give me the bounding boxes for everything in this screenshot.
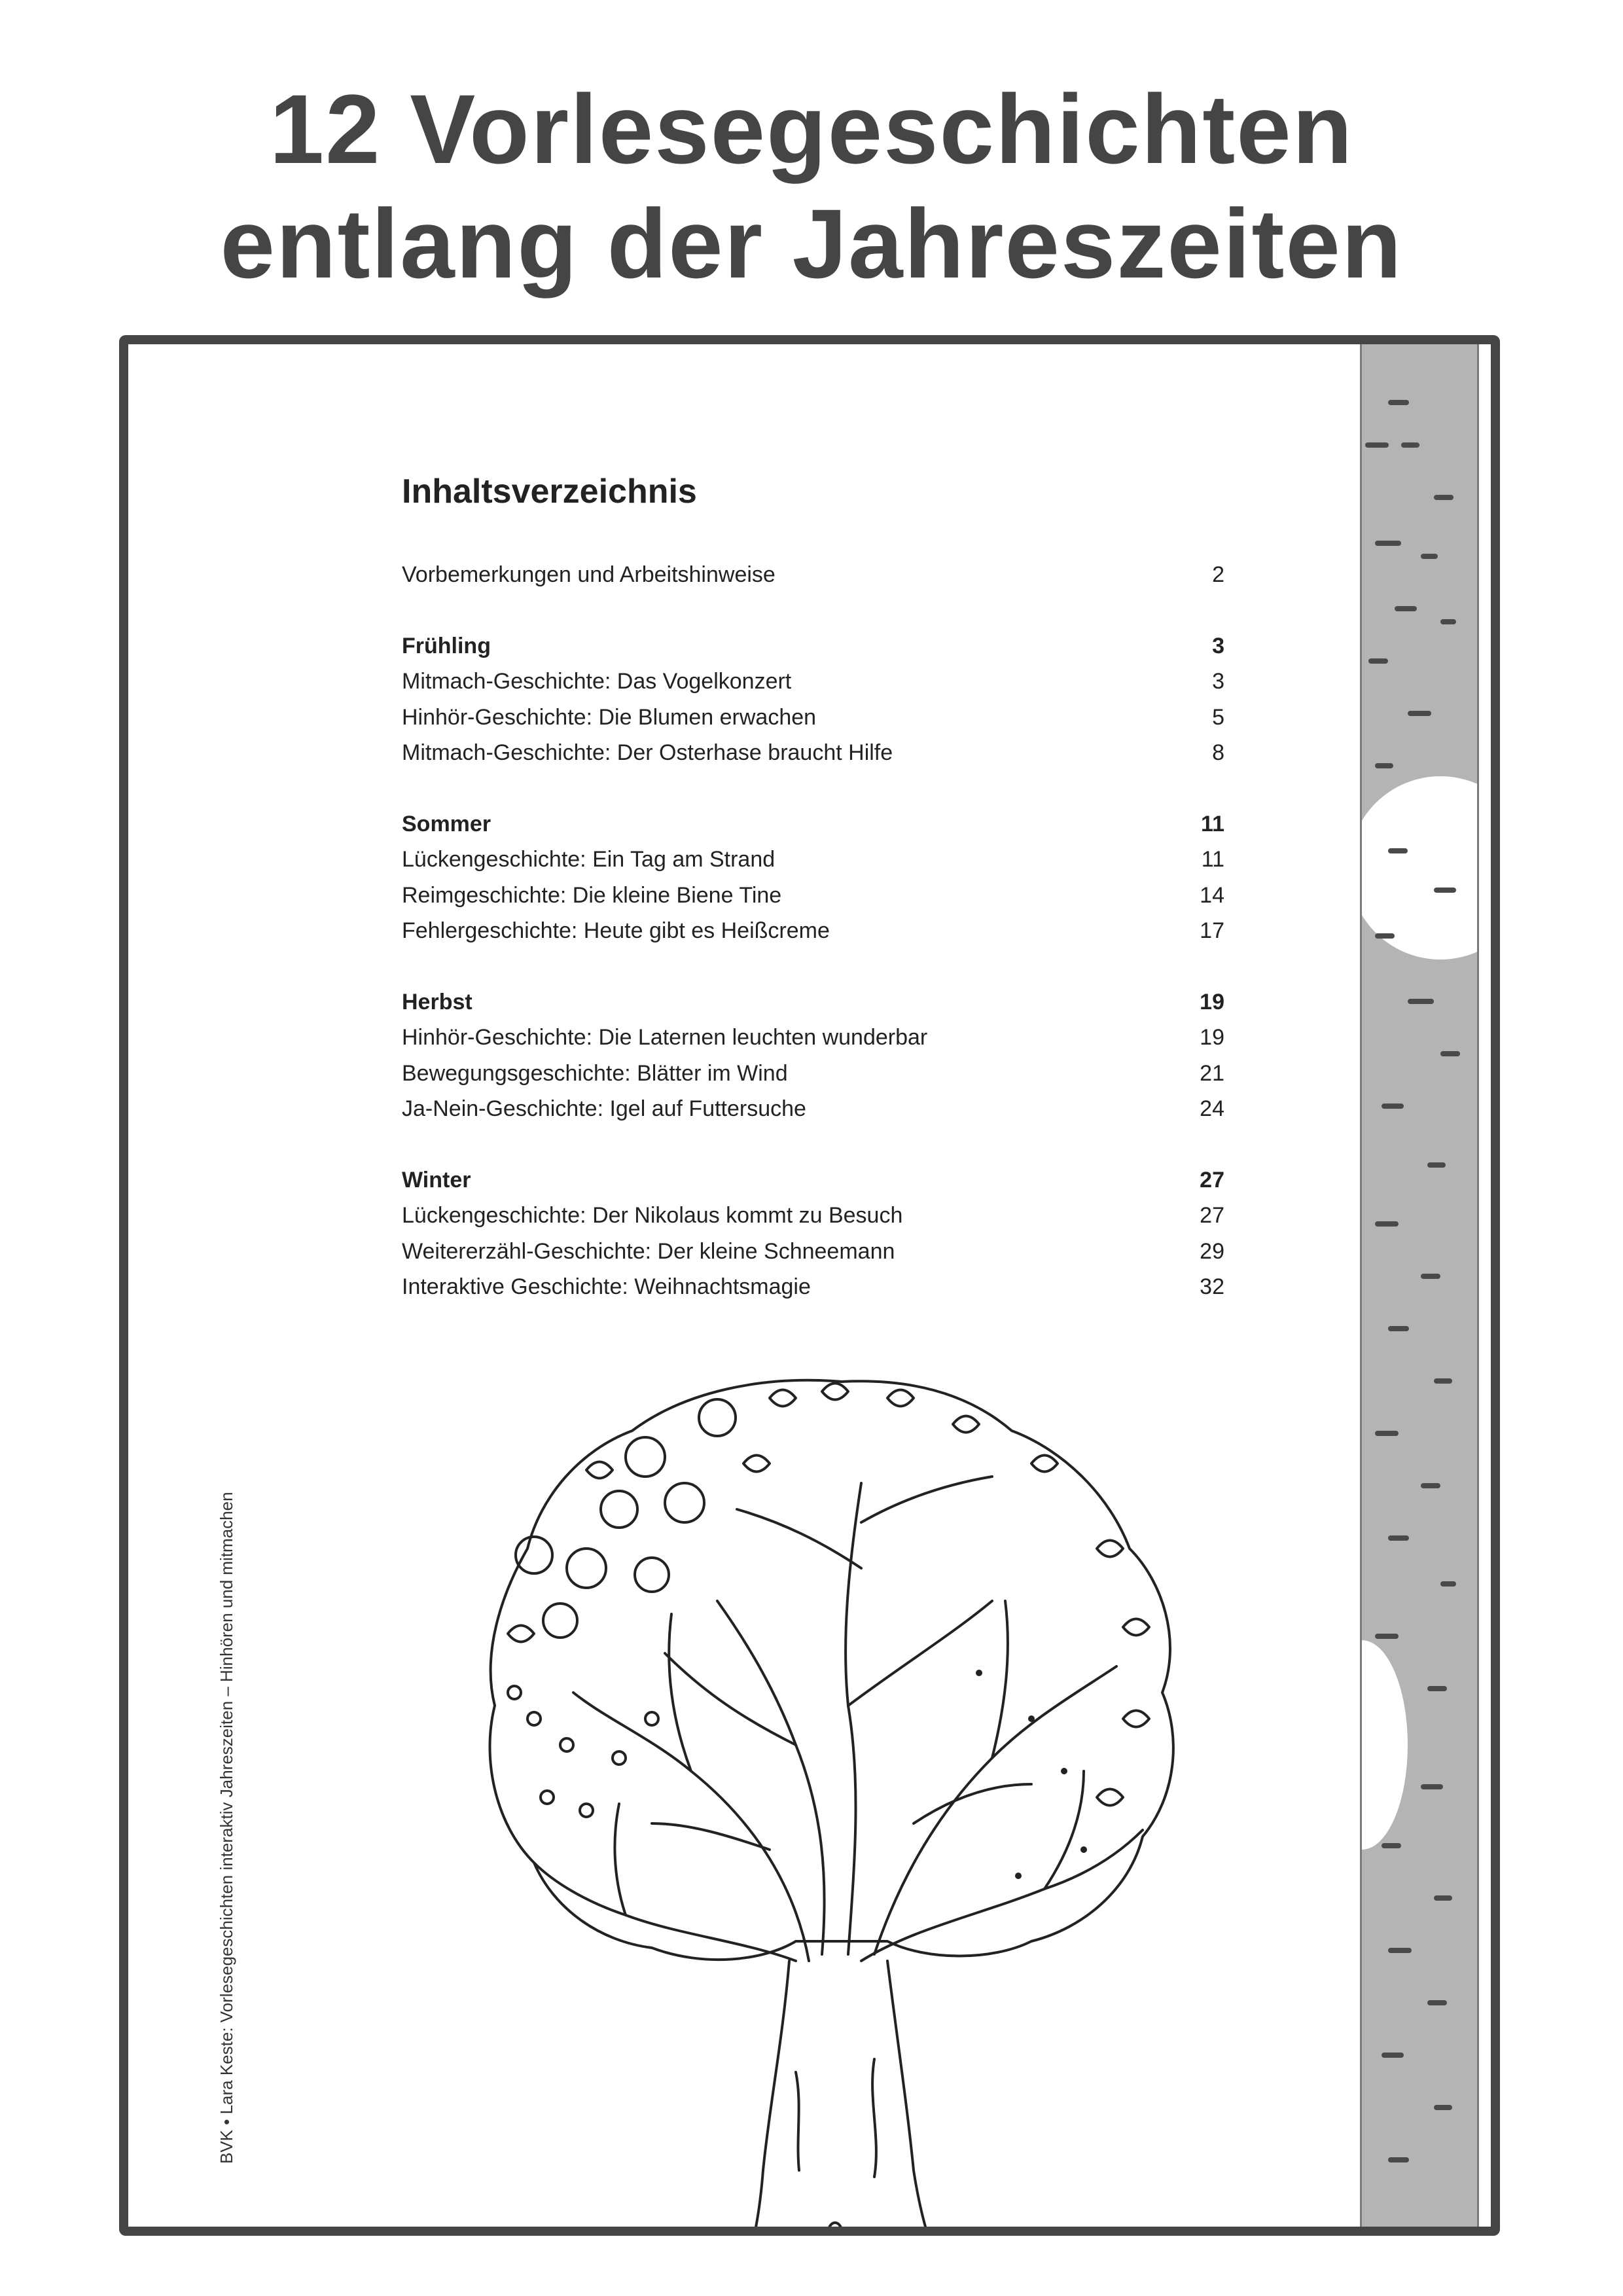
toc-heading-label: Frühling [402,633,491,658]
toc-row-label: Reimgeschichte: Die kleine Biene Tine [402,882,782,908]
toc-row [402,1234,1224,1270]
toc-row [402,557,1224,593]
side-note: BVK • Lara Keste: Vorlesegeschichten interaktiv Jahreszeiten – Hinhören und mitmachen [217,1492,236,2164]
toc-section-spring [402,628,1224,771]
toc-row-page: 32 [1200,1274,1224,1299]
toc-row-page: 14 [1200,882,1224,908]
toc-row-label: Mitmach-Geschichte: Der Osterhase braucht Hilfe [402,740,893,765]
toc-row-label: Hinhör-Geschichte: Die Blumen erwachen [402,704,817,730]
toc-section-heading [402,984,1224,1020]
toc-section-autumn [402,984,1224,1127]
toc-row [402,664,1224,700]
toc-row-page: 21 [1200,1060,1224,1086]
toc-row-label: Lückengeschichte: Ein Tag am Strand [402,847,776,872]
page-preview-frame [119,335,1500,2236]
toc-row-page: 17 [1200,918,1224,943]
toc-row-page: 27 [1200,1167,1224,1193]
toc-row-page: 27 [1200,1203,1224,1228]
tree-illustration [455,1352,1228,2236]
toc-section-summer [402,806,1224,949]
toc-intro-group [402,557,1224,593]
toc-row [402,1091,1224,1127]
toc-row-label: Weitererzähl-Geschichte: Der kleine Schneemann [402,1238,895,1264]
toc-row [402,1056,1224,1092]
toc-section-heading [402,1162,1224,1198]
toc-row-page: 24 [1200,1096,1224,1121]
toc-row [402,913,1224,949]
toc-heading-label: Herbst [402,989,473,1014]
page-title-line-1: 12 Vorlesegeschichten [269,74,1354,184]
page-title-line-2: entlang der Jahreszeiten [220,188,1403,298]
toc-row-page: 5 [1212,704,1224,730]
toc-row-page: 19 [1200,1025,1224,1050]
toc-heading-label: Winter [402,1167,471,1193]
toc-heading-label: Sommer [402,811,491,836]
toc-row-page: 3 [1212,633,1224,658]
toc-section-heading [402,628,1224,664]
toc-row-label: Ja-Nein-Geschichte: Igel auf Futtersuche [402,1096,806,1121]
toc-row-label: Hinhör-Geschichte: Die Laternen leuchten wunderbar [402,1025,928,1050]
toc-row [402,842,1224,878]
toc-row-page: 8 [1212,740,1224,765]
toc-row-page: 2 [1212,562,1224,587]
toc-row-label: Fehlergeschichte: Heute gibt es Heißcreme [402,918,830,943]
toc-row-page: 3 [1212,669,1224,694]
toc-row-label: Interaktive Geschichte: Weihnachtsmagie [402,1274,811,1299]
table-of-contents [402,472,1224,1305]
toc-row-label: Vorbemerkungen und Arbeitshinweise [402,562,776,587]
toc-title: Inhaltsverzeichnis [402,473,697,511]
toc-row-page: 11 [1201,847,1224,872]
toc-row [402,735,1224,771]
toc-row-page: 29 [1200,1238,1224,1264]
toc-row [402,1198,1224,1234]
toc-row [402,878,1224,914]
toc-row-label: Lückengeschichte: Der Nikolaus kommt zu Besuch [402,1203,903,1228]
toc-row-label: Mitmach-Geschichte: Das Vogelkonzert [402,669,792,694]
toc-row-page: 19 [1200,989,1224,1014]
page-title [0,72,1623,301]
toc-section-heading [402,806,1224,842]
toc-row [402,700,1224,736]
toc-section-winter [402,1162,1224,1305]
toc-row [402,1269,1224,1305]
toc-row-label: Bewegungsgeschichte: Blätter im Wind [402,1060,788,1086]
toc-row [402,1020,1224,1056]
toc-row-page: 11 [1201,811,1224,836]
birch-bark-strip [1360,344,1479,2227]
